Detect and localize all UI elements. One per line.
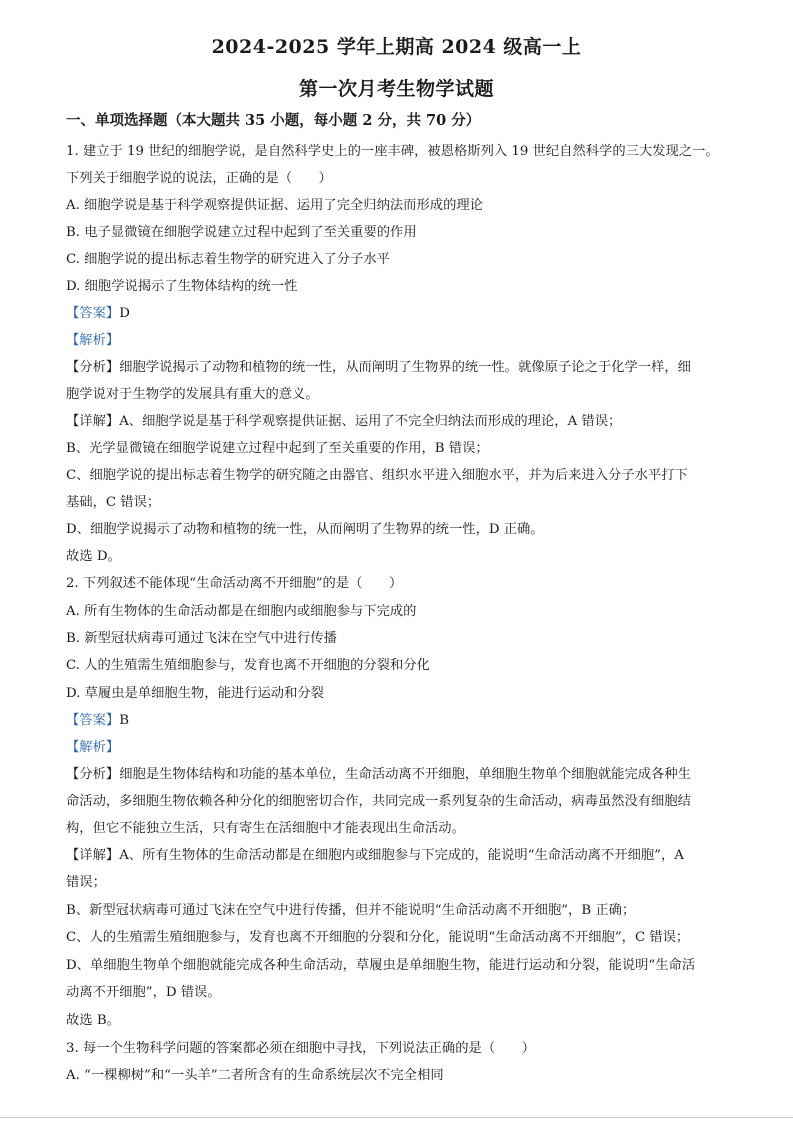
- fenxi-text: 细胞学说揭示了动物和植物的统一性，从而阐明了生物界的统一性。就像原子论之于化学一样，细: [119, 360, 691, 375]
- answer-tag: 【答案】: [66, 713, 120, 728]
- q1-stem-line-1: 1. 建立于 19 世纪的细胞学说，是自然科学史上的一座丰碑，被恩格斯列入 19 世纪自然科学的三大发现之一。: [66, 144, 719, 159]
- q1-xiangjie-a: [66, 414, 746, 430]
- q2-option-d: D. 草履虫是单细胞生物，能进行运动和分裂: [66, 686, 324, 701]
- q2-xiangjie-a-line-1: [66, 848, 746, 864]
- xiangjie-tag: 【详解】: [66, 848, 120, 863]
- q2-answer: [66, 713, 746, 729]
- title-line-1: 2024-2025 学年上期高 2024 级高一上: [211, 36, 582, 58]
- answer-tag: 【答案】: [66, 306, 120, 321]
- q2-conclusion: 故选 B。: [66, 1013, 120, 1028]
- section-heading: 一、单项选择题（本大题共 35 小题，每小题 2 分，共 70 分）: [66, 112, 481, 129]
- q1-xiangjie-c-line-2: 基础，C 错误；: [66, 495, 161, 510]
- q1-xiangjie-b: B、光学显微镜在细胞学说建立过程中起到了至关重要的作用，B 错误；: [66, 441, 489, 456]
- q3-stem: 3. 每一个生物科学问题的答案都必须在细胞中寻找，下列说法正确的是（ ）: [66, 1041, 536, 1056]
- q2-xiangjie-b: B、新型冠状病毒可通过飞沫在空气中进行传播，但并不能说明“生命活动离不开细胞”，B 正确；: [66, 903, 636, 918]
- q1-option-b: B. 电子显微镜在细胞学说建立过程中起到了至关重要的作用: [66, 225, 417, 240]
- title-line-2: 第一次月考生物学试题: [298, 78, 494, 100]
- q1-xiangjie-c-line-1: C、细胞学说的提出标志着生物学的研究随之由器官、组织水平进入细胞水平，并为后来进入分子水平打下: [66, 468, 688, 483]
- q2-jiexi-tag: 【解析】: [66, 740, 120, 755]
- answer-value: B: [119, 713, 129, 728]
- q2-fenxi-line-2: 命活动，多细胞生物依赖各种分化的细胞密切合作，共同完成一系列复杂的生命活动，病毒虽然没有细胞结: [66, 794, 691, 809]
- q2-stem: 2. 下列叙述不能体现“生命活动离不开细胞”的是（ ）: [66, 576, 403, 591]
- q1-option-c: C. 细胞学说的提出标志着生物学的研究进入了分子水平: [66, 252, 390, 267]
- q1-conclusion: 故选 D。: [66, 549, 121, 564]
- q2-xiangjie-c: C、人的生殖需生殖细胞参与，发育也离不开细胞的分裂和分化，能说明“生命活动离不开细胞”，C 错误；: [66, 930, 690, 945]
- q2-xiangjie-a-line-2: 错误；: [66, 875, 106, 890]
- q2-fenxi-line-3: 构，但它不能独立生活，只有寄生在活细胞中才能表现出生命活动。: [66, 821, 465, 836]
- fenxi-tag: 【分析】: [66, 360, 120, 375]
- q2-fenxi-line-1: [66, 767, 746, 783]
- fenxi-tag: 【分析】: [66, 767, 120, 782]
- xiangjie-text: A、细胞学说是基于科学观察提供证据、运用了不完全归纳法而形成的理论，A 错误；: [119, 414, 622, 429]
- xiangjie-text: A、所有生物体的生命活动都是在细胞内或细胞参与下完成的，能说明“生命活动离不开细胞”，A: [119, 848, 684, 863]
- q1-answer: [66, 306, 746, 322]
- answer-value: D: [119, 306, 130, 321]
- q1-fenxi-line-1: [66, 360, 746, 376]
- q1-fenxi-line-2: 胞学说对于生物学的发展具有重大的意义。: [66, 387, 319, 402]
- page-bottom-divider: [0, 1117, 793, 1118]
- fenxi-text: 细胞是生物体结构和功能的基本单位，生命活动离不开细胞，单细胞生物单个细胞就能完成各种生: [119, 767, 691, 782]
- q1-xiangjie-d: D、细胞学说揭示了动物和植物的统一性，从而阐明了生物界的统一性，D 正确。: [66, 522, 544, 537]
- q1-option-a: A. 细胞学说是基于科学观察提供证据、运用了完全归纳法而形成的理论: [66, 198, 483, 213]
- xiangjie-tag: 【详解】: [66, 414, 120, 429]
- q2-option-a: A. 所有生物体的生命活动都是在细胞内或细胞参与下完成的: [66, 604, 417, 619]
- q3-option-a: A. “一棵柳树”和“一头羊”二者所含有的生命系统层次不完全相同: [66, 1068, 444, 1083]
- q1-option-d: D. 细胞学说揭示了生物体结构的统一性: [66, 279, 298, 294]
- q2-option-c: C. 人的生殖需生殖细胞参与，发育也离不开细胞的分裂和分化: [66, 658, 430, 673]
- q2-xiangjie-d-line-2: 动离不开细胞”，D 错误。: [66, 985, 221, 1000]
- q1-jiexi-tag: 【解析】: [66, 333, 120, 348]
- q2-xiangjie-d-line-1: D、单细胞生物单个细胞就能完成各种生命活动，草履虫是单细胞生物，能进行运动和分裂，能说明“生命活: [66, 958, 696, 973]
- q1-stem-line-2: 下列关于细胞学说的说法，正确的是（ ）: [66, 171, 332, 186]
- q2-option-b: B. 新型冠状病毒可通过飞沫在空气中进行传播: [66, 631, 337, 646]
